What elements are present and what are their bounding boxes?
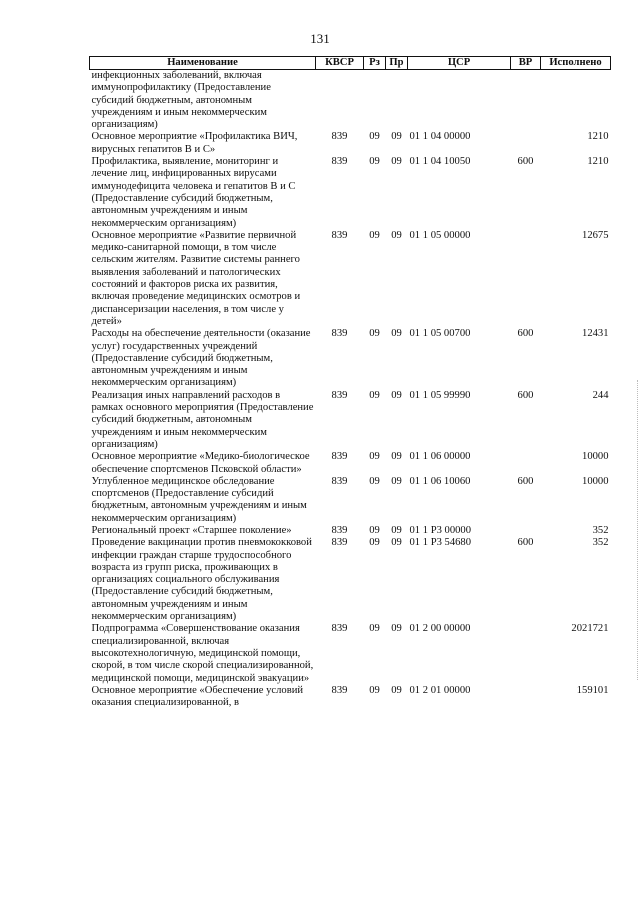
table-row bbox=[90, 328, 611, 389]
row-pr: 09 bbox=[391, 537, 402, 549]
row-rz bbox=[364, 70, 386, 132]
row-name: Реализация иных направлений расходов в рамках основного мероприятия (Предоставление субсидий бюджетным, автономным учреждениям и иным некоммерческим организациям) bbox=[91, 389, 314, 450]
row-name: Подпрограмма «Совершенствование оказания специализированной, включая высокотехнологичную, медицинской помощи, скорой, в том числе скорой специализированной, медицинской помощи, медицинской эвакуации» bbox=[91, 623, 314, 684]
header-csr: ЦСР bbox=[408, 57, 511, 70]
row-kvsr: 839 bbox=[331, 389, 348, 401]
row-rz: 09 bbox=[369, 684, 380, 696]
row-csr: 01 1 05 99990 bbox=[409, 389, 471, 401]
row-rz: 09 bbox=[369, 475, 380, 487]
row-vr: 600 bbox=[517, 156, 534, 168]
row-rz: 09 bbox=[369, 156, 380, 168]
row-kvsr: 839 bbox=[331, 451, 348, 463]
row-kvsr: 839 bbox=[331, 475, 348, 487]
row-kvsr: 839 bbox=[331, 537, 348, 549]
row-name: Региональный проект «Старшее поколение» bbox=[91, 524, 292, 536]
table-row bbox=[90, 685, 611, 710]
row-rz: 09 bbox=[369, 623, 380, 635]
row-vr bbox=[511, 70, 541, 132]
row-pr: 09 bbox=[391, 389, 402, 401]
row-pr: 09 bbox=[391, 156, 402, 168]
row-csr: 01 1 06 10060 bbox=[409, 475, 471, 487]
row-executed: 2021721 bbox=[571, 623, 609, 635]
row-name: Основное мероприятие «Обеспечение условий оказания специализированной, в bbox=[91, 684, 304, 709]
row-csr: 01 1 04 00000 bbox=[409, 131, 471, 143]
row-name: Расходы на обеспечение деятельности (оказание услуг) государственных учреждений (Предоставление субсидий бюджетным, автономным учреждениям и иным некоммерческим организациям) bbox=[91, 328, 311, 389]
row-csr: 01 1 P3 54680 bbox=[409, 537, 472, 549]
row-kvsr: 839 bbox=[331, 623, 348, 635]
row-vr bbox=[511, 131, 541, 156]
header-kvsr: КВСР bbox=[316, 57, 364, 70]
row-name: Основное мероприятие «Развитие первичной медико-санитарной помощи, в том числе сельским жителям. Развитие системы раннего выявления заболеваний и патологических состояний и факторов риска их развития, включая проведение медицинских осмотров и диспансеризации населения, в том числе у детей» bbox=[91, 229, 301, 327]
row-vr: 600 bbox=[517, 328, 534, 340]
row-pr: 09 bbox=[391, 684, 402, 696]
page-number: 131 bbox=[310, 31, 330, 46]
scan-edge-marks bbox=[635, 380, 638, 680]
row-executed bbox=[541, 70, 611, 132]
row-kvsr: 839 bbox=[331, 229, 348, 241]
row-csr: 01 1 04 10050 bbox=[409, 156, 471, 168]
row-name: Основное мероприятие «Медико-биологическое обеспечение спортсменов Псковской области» bbox=[91, 451, 310, 475]
row-pr: 09 bbox=[391, 328, 402, 340]
row-kvsr: 839 bbox=[331, 156, 348, 168]
row-csr: 01 1 06 00000 bbox=[409, 451, 471, 463]
row-vr bbox=[511, 525, 541, 537]
row-vr: 600 bbox=[517, 389, 534, 401]
row-pr: 09 bbox=[391, 131, 402, 143]
row-csr: 01 2 01 00000 bbox=[409, 684, 471, 696]
row-rz: 09 bbox=[369, 537, 380, 549]
row-csr: 01 1 05 00000 bbox=[409, 229, 471, 241]
row-csr: 01 2 00 00000 bbox=[409, 623, 471, 635]
table-row bbox=[90, 537, 611, 623]
row-executed: 352 bbox=[592, 537, 609, 549]
row-executed: 1210 bbox=[587, 131, 609, 143]
row-rz: 09 bbox=[369, 131, 380, 143]
row-pr: 09 bbox=[391, 524, 402, 536]
row-vr bbox=[511, 685, 541, 710]
row-pr: 09 bbox=[391, 451, 402, 463]
table-row bbox=[90, 156, 611, 230]
header-rz: Рз bbox=[364, 57, 386, 70]
row-executed: 10000 bbox=[582, 475, 609, 487]
row-pr: 09 bbox=[391, 623, 402, 635]
table-body bbox=[90, 70, 611, 710]
row-kvsr: 839 bbox=[331, 684, 348, 696]
row-executed: 1210 bbox=[587, 156, 609, 168]
row-executed: 159101 bbox=[576, 684, 609, 696]
header-vr: ВР bbox=[511, 57, 541, 70]
row-vr: 600 bbox=[517, 537, 534, 549]
row-kvsr: 839 bbox=[331, 131, 348, 143]
header-name: Наименование bbox=[90, 57, 316, 70]
row-rz: 09 bbox=[369, 229, 380, 241]
table-row bbox=[90, 476, 611, 525]
row-vr bbox=[511, 623, 541, 684]
table-row bbox=[90, 623, 611, 684]
row-executed: 10000 bbox=[582, 451, 609, 463]
row-name: Основное мероприятие «Профилактика ВИЧ, вирусных гепатитов В и С» bbox=[91, 131, 298, 155]
row-vr bbox=[511, 451, 541, 476]
row-name: Профилактика, выявление, мониторинг и лечение лиц, инфицированных вирусами иммунодефицита человека и гепатитов В и С (Предоставление субсидий бюджетным, автономным учреждениям и иным некоммерческим организациям) bbox=[91, 156, 296, 229]
row-executed: 244 bbox=[592, 389, 609, 401]
row-csr: 01 1 05 00700 bbox=[409, 328, 471, 340]
row-name: Углубленное медицинское обследование спортсменов (Предоставление субсидий бюджетным, автономным учреждениям и иным некоммерческим организациям) bbox=[91, 475, 307, 524]
table-row bbox=[90, 451, 611, 476]
row-kvsr bbox=[316, 70, 364, 132]
row-rz: 09 bbox=[369, 389, 380, 401]
row-pr: 09 bbox=[391, 475, 402, 487]
row-rz: 09 bbox=[369, 328, 380, 340]
row-name: Проведение вакцинации против пневмококковой инфекции граждан старше трудоспособного возраста из групп риска, проживающих в организациях социального обслуживания (Предоставление субсидий бюджетным, автономным учреждениям и иным некоммерческим организациям) bbox=[91, 537, 312, 623]
table-row bbox=[90, 525, 611, 537]
table-row bbox=[90, 131, 611, 156]
budget-table bbox=[89, 56, 611, 709]
table-header bbox=[90, 57, 611, 70]
row-csr: 01 1 P3 00000 bbox=[409, 524, 472, 536]
row-pr: 09 bbox=[391, 229, 402, 241]
row-kvsr: 839 bbox=[331, 328, 348, 340]
row-executed: 352 bbox=[592, 524, 609, 536]
row-pr bbox=[386, 70, 408, 132]
row-vr bbox=[511, 230, 541, 328]
row-rz: 09 bbox=[369, 451, 380, 463]
header-pr: Пр bbox=[386, 57, 408, 70]
row-executed: 12675 bbox=[582, 229, 609, 241]
row-rz: 09 bbox=[369, 524, 380, 536]
table-row bbox=[90, 70, 611, 132]
row-kvsr: 839 bbox=[331, 524, 348, 536]
table-row bbox=[90, 230, 611, 328]
row-name: инфекционных заболеваний, включая иммунопрофилактику (Предоставление субсидий бюджетным, автономным учреждениям и иным некоммерческим организациям) bbox=[91, 70, 271, 131]
row-vr: 600 bbox=[517, 475, 534, 487]
row-executed: 12431 bbox=[582, 328, 609, 340]
row-csr bbox=[408, 70, 511, 132]
header-executed: Исполнено bbox=[541, 57, 611, 70]
table-row bbox=[90, 390, 611, 451]
